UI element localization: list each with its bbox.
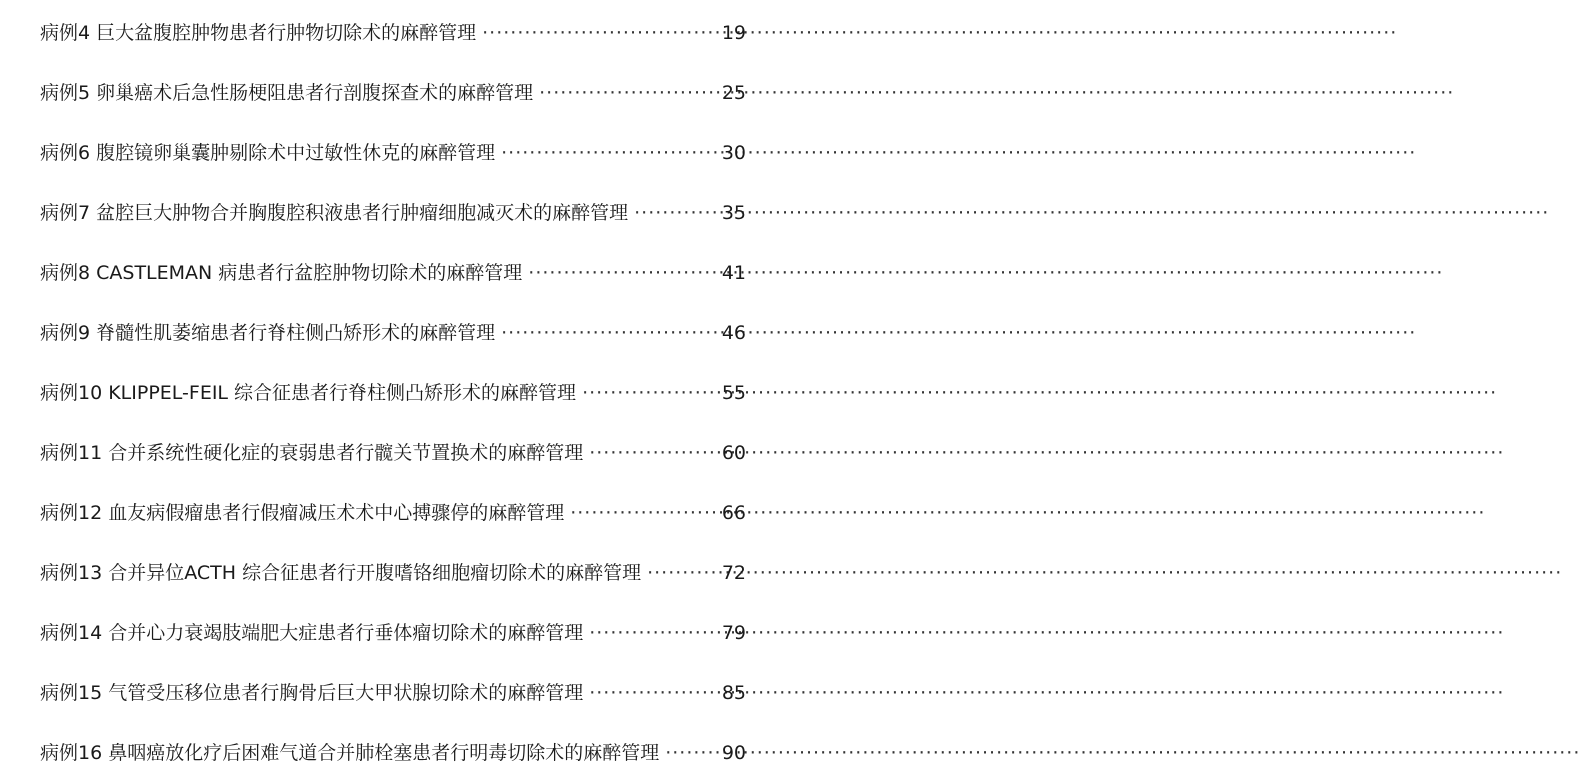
dot-leader [589,438,718,468]
dot-leader [501,138,718,168]
toc-entry-title: 病例10 KLIPPEL-FEIL 综合征患者行脊柱侧凸矫形术的麻醉管理 [40,382,577,404]
toc-entry-title: 病例8 CASTLEMAN 病患者行盆腔肿物切除术的麻醉管理 [40,262,523,284]
toc-entry-page: 19 [721,22,746,44]
toc-entry-14[interactable] [40,618,746,678]
toc-entry-page: 35 [721,202,746,224]
toc-entry-title: 病例15 气管受压移位患者行胸骨后巨大甲状腺切除术的麻醉管理 [40,682,584,704]
toc-entry-title: 病例7 盆腔巨大肿物合并胸腹腔积液患者行肿瘤细胞减灭术的麻醉管理 [40,202,629,224]
dot-leader [589,678,718,708]
toc-entry-title: 病例6 腹腔镜卵巢囊肿剔除术中过敏性休克的麻醉管理 [40,142,496,164]
dot-leader [647,558,718,588]
toc-entry-page: 41 [721,262,746,284]
toc-entry-10[interactable] [40,378,746,438]
toc-entry-title: 病例4 巨大盆腹腔肿物患者行肿物切除术的麻醉管理 [40,22,477,44]
toc-entry-page: 60 [721,442,746,464]
dot-leader [528,258,718,288]
dot-leader [539,78,718,108]
toc-entry-title: 病例11 合并系统性硬化症的衰弱患者行髋关节置换术的麻醉管理 [40,442,584,464]
dot-leader [665,738,718,768]
toc-entry-page: 85 [721,682,746,704]
toc-entry-page: 55 [721,382,746,404]
toc-entry-page: 30 [721,142,746,164]
toc-entry-title: 病例16 鼻咽癌放化疗后困难气道合并肺栓塞患者行明毒切除术的麻醉管理 [40,742,660,764]
dot-leader [501,318,718,348]
toc-entry-page: 79 [721,622,746,644]
toc-entry-title: 病例12 血友病假瘤患者行假瘤减压术术中心搏骤停的麻醉管理 [40,502,565,524]
toc-entry-page: 25 [721,82,746,104]
toc-entry-13[interactable] [40,558,746,618]
toc-entry-11[interactable] [40,438,746,498]
dot-leader [482,18,718,48]
dot-leader [634,198,718,228]
toc-entry-6[interactable] [40,138,746,198]
toc-entry-title: 病例9 脊髓性肌萎缩患者行脊柱侧凸矫形术的麻醉管理 [40,322,496,344]
toc-entry-16[interactable] [40,738,746,764]
dot-leader [570,498,718,528]
toc-entry-8[interactable] [40,258,746,318]
toc-entry-page: 66 [721,502,746,524]
toc-entry-7[interactable] [40,198,746,258]
toc-entry-5[interactable] [40,78,746,138]
toc-entry-page: 90 [721,742,746,764]
toc-entry-page: 46 [721,322,746,344]
toc-entry-12[interactable] [40,498,746,558]
toc-entry-title: 病例14 合并心力衰竭肢端肥大症患者行垂体瘤切除术的麻醉管理 [40,622,584,644]
toc-entry-15[interactable] [40,678,746,738]
dot-leader [582,378,718,408]
toc-entry-page: 72 [721,562,746,584]
table-of-contents [40,18,746,764]
toc-entry-title: 病例13 合并异位ACTH 综合征患者行开腹嗜铬细胞瘤切除术的麻醉管理 [40,562,642,584]
toc-entry-4[interactable] [40,18,746,78]
dot-leader [589,618,718,648]
toc-entry-9[interactable] [40,318,746,378]
toc-entry-title: 病例5 卵巢癌术后急性肠梗阻患者行剖腹探查术的麻醉管理 [40,82,534,104]
